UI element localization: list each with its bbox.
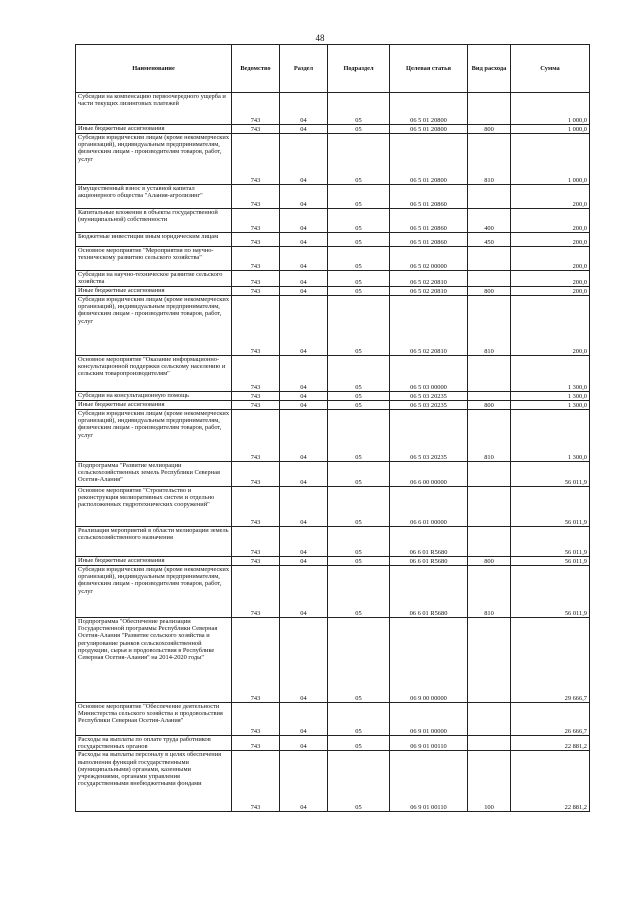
cell-expense-type [468,392,511,401]
cell-amount: 200,0 [511,247,590,271]
cell-subsection: 05 [328,401,390,410]
cell-section: 04 [280,401,328,410]
cell-expense-type: 810 [468,410,511,462]
cell-target: 06 9 01 00000 [390,703,468,736]
cell-subsection: 05 [328,557,390,566]
cell-expense-type: 810 [468,296,511,356]
cell-expense-type [468,271,511,287]
cell-target: 06 5 01 20800 [390,134,468,185]
cell-section: 04 [280,247,328,271]
cell-subsection: 05 [328,271,390,287]
budget-table [75,44,590,812]
table-row [76,185,590,209]
cell-subsection: 05 [328,134,390,185]
cell-subsection: 05 [328,209,390,233]
cell-ministry: 743 [232,296,280,356]
cell-target: 06 5 03 00000 [390,356,468,392]
table-row [76,557,590,566]
cell-ministry: 743 [232,462,280,487]
cell-subsection: 05 [328,93,390,125]
cell-name: Субсидии на консультационную помощь [76,392,232,401]
cell-name: Иные бюджетные ассигнования [76,287,232,296]
cell-section: 04 [280,185,328,209]
cell-expense-type [468,618,511,703]
cell-section: 04 [280,487,328,527]
cell-target: 06 5 01 20860 [390,233,468,247]
cell-expense-type [468,736,511,751]
cell-subsection: 05 [328,410,390,462]
cell-subsection: 05 [328,233,390,247]
cell-section: 04 [280,287,328,296]
cell-amount: 1 300,0 [511,401,590,410]
cell-amount: 200,0 [511,233,590,247]
cell-amount: 200,0 [511,271,590,287]
cell-section: 04 [280,618,328,703]
header-name: Наименование [76,45,232,93]
cell-expense-type: 800 [468,401,511,410]
table-row [76,751,590,812]
table-row [76,703,590,736]
cell-ministry: 743 [232,247,280,271]
table-row [76,462,590,487]
cell-ministry: 743 [232,271,280,287]
cell-expense-type [468,527,511,557]
cell-name: Субсидии юридическим лицам (кроме некоммерческих организаций), индивидуальным предпринимателям, физическим лицам - производителям товаров, работ, услуг [76,296,232,356]
header-amount: Сумма [511,45,590,93]
cell-amount: 1 300,0 [511,356,590,392]
cell-expense-type: 810 [468,566,511,618]
cell-target: 06 5 01 20800 [390,93,468,125]
cell-expense-type: 100 [468,751,511,812]
table-row [76,527,590,557]
table-row [76,271,590,287]
cell-subsection: 05 [328,296,390,356]
cell-expense-type: 800 [468,287,511,296]
cell-ministry: 743 [232,751,280,812]
cell-target: 06 5 03 20235 [390,401,468,410]
cell-ministry: 743 [232,356,280,392]
cell-section: 04 [280,410,328,462]
cell-ministry: 743 [232,557,280,566]
cell-subsection: 05 [328,751,390,812]
page-number: 48 [315,33,325,43]
cell-expense-type: 800 [468,125,511,134]
cell-section: 04 [280,736,328,751]
cell-subsection: 05 [328,125,390,134]
header-target: Целевая статья [390,45,468,93]
cell-target: 06 6 01 R5680 [390,527,468,557]
cell-expense-type [468,185,511,209]
cell-name: Расходы на выплаты по оплате труда работников государственных органов [76,736,232,751]
cell-expense-type [468,247,511,271]
cell-subsection: 05 [328,185,390,209]
table-row [76,247,590,271]
header-subsection: Подраздел [328,45,390,93]
cell-subsection: 05 [328,736,390,751]
table-row [76,736,590,751]
cell-expense-type: 450 [468,233,511,247]
cell-name: Имущественный взнос в уставной капитал акционерного общества "Алания-агролизинг" [76,185,232,209]
cell-subsection: 05 [328,487,390,527]
cell-section: 04 [280,557,328,566]
table-row [76,410,590,462]
cell-target: 06 6 01 R5680 [390,557,468,566]
cell-ministry: 743 [232,134,280,185]
cell-section: 04 [280,566,328,618]
cell-amount: 22 881,2 [511,751,590,812]
table-row [76,134,590,185]
cell-ministry: 743 [232,287,280,296]
cell-target: 06 9 01 00110 [390,751,468,812]
cell-name: Субсидии на научно-техническое развитие сельского хозяйства [76,271,232,287]
cell-target: 06 5 02 00000 [390,247,468,271]
cell-name: Реализация мероприятий в области мелиорации земель сельскохозяйственного назначения [76,527,232,557]
cell-target: 06 9 01 00110 [390,736,468,751]
cell-expense-type [468,703,511,736]
cell-subsection: 05 [328,462,390,487]
cell-section: 04 [280,271,328,287]
cell-ministry: 743 [232,487,280,527]
cell-subsection: 05 [328,527,390,557]
cell-target: 06 5 01 20800 [390,125,468,134]
cell-ministry: 743 [232,233,280,247]
cell-expense-type [468,93,511,125]
cell-amount: 26 666,7 [511,703,590,736]
cell-target: 06 5 03 20235 [390,392,468,401]
cell-expense-type [468,462,511,487]
table-row [76,392,590,401]
cell-section: 04 [280,209,328,233]
cell-ministry: 743 [232,401,280,410]
cell-amount: 200,0 [511,209,590,233]
cell-ministry: 743 [232,125,280,134]
cell-expense-type: 800 [468,557,511,566]
cell-section: 04 [280,233,328,247]
cell-subsection: 05 [328,566,390,618]
cell-name: Субсидии юридическим лицам (кроме некоммерческих организаций), индивидуальным предпринимателям, физическим лицам - производителям товаров, работ, услуг [76,566,232,618]
cell-subsection: 05 [328,618,390,703]
cell-section: 04 [280,134,328,185]
cell-amount: 56 011,9 [511,527,590,557]
cell-amount: 200,0 [511,185,590,209]
cell-name: Иные бюджетные ассигнования [76,401,232,410]
cell-amount: 1 300,0 [511,410,590,462]
header-expense-type: Вид расхода [468,45,511,93]
cell-amount: 56 011,9 [511,487,590,527]
cell-section: 04 [280,527,328,557]
table-row [76,401,590,410]
cell-target: 06 5 01 20860 [390,209,468,233]
cell-section: 04 [280,703,328,736]
table-row [76,209,590,233]
cell-section: 04 [280,392,328,401]
cell-ministry: 743 [232,93,280,125]
cell-amount: 1 000,0 [511,125,590,134]
table-row [76,356,590,392]
cell-name: Субсидии юридическим лицам (кроме некоммерческих организаций), индивидуальным предпринимателям, физическим лицам - производителям товаров, работ, услуг [76,410,232,462]
cell-name: Субсидии юридическим лицам (кроме некоммерческих организаций), индивидуальным предпринимателям, физическим лицам - производителям товаров, работ, услуг [76,134,232,185]
cell-section: 04 [280,125,328,134]
cell-target: 06 5 02 20810 [390,296,468,356]
cell-target: 06 5 01 20860 [390,185,468,209]
table-header-row [76,45,590,93]
cell-subsection: 05 [328,703,390,736]
table-row [76,125,590,134]
cell-name: Капитальные вложения в объекты государственной (муниципальной) собственности [76,209,232,233]
cell-name: Основное мероприятие "Обеспечение деятельности Министерства сельского хозяйства и продовольствия Республики Северная Осетия-Алания" [76,703,232,736]
cell-amount: 1 000,0 [511,134,590,185]
cell-ministry: 743 [232,392,280,401]
cell-amount: 1 300,0 [511,392,590,401]
cell-target: 06 6 00 00000 [390,462,468,487]
cell-subsection: 05 [328,247,390,271]
cell-expense-type: 810 [468,134,511,185]
cell-ministry: 743 [232,618,280,703]
table-row [76,296,590,356]
cell-amount: 22 881,2 [511,736,590,751]
cell-target: 06 5 02 20810 [390,271,468,287]
cell-target: 06 6 01 00000 [390,487,468,527]
cell-amount: 56 011,9 [511,557,590,566]
header-section: Раздел [280,45,328,93]
table-row [76,93,590,125]
cell-name: Основное мероприятие "Мероприятия по научно-техническому развитию сельского хозяйства" [76,247,232,271]
cell-subsection: 05 [328,356,390,392]
cell-name: Бюджетные инвестиции иным юридическим лицам [76,233,232,247]
cell-name: Основное мероприятие "Строительство и реконструкция мелиоративных систем и отдельно расположенных гидротехнических сооружений" [76,487,232,527]
cell-name: Основное мероприятие "Оказание информационно-консультационной поддержки сельскому населению и сельским товаропроизводителям" [76,356,232,392]
cell-name: Иные бюджетные ассигнования [76,557,232,566]
table-row [76,566,590,618]
cell-amount: 56 011,9 [511,462,590,487]
table-row [76,618,590,703]
cell-subsection: 05 [328,392,390,401]
cell-expense-type [468,356,511,392]
cell-expense-type [468,487,511,527]
cell-ministry: 743 [232,410,280,462]
cell-section: 04 [280,93,328,125]
table-row [76,487,590,527]
cell-ministry: 743 [232,703,280,736]
cell-target: 06 6 01 R5680 [390,566,468,618]
cell-section: 04 [280,751,328,812]
cell-ministry: 743 [232,566,280,618]
cell-section: 04 [280,462,328,487]
cell-ministry: 743 [232,736,280,751]
cell-ministry: 743 [232,209,280,233]
cell-section: 04 [280,296,328,356]
cell-expense-type: 400 [468,209,511,233]
cell-name: Субсидии на компенсацию первоочередного ущерба и части текущих лизинговых платежей [76,93,232,125]
cell-target: 06 9 00 00000 [390,618,468,703]
cell-amount: 200,0 [511,287,590,296]
table-row [76,287,590,296]
table-row [76,233,590,247]
cell-section: 04 [280,356,328,392]
cell-target: 06 5 02 20810 [390,287,468,296]
cell-amount: 56 011,9 [511,566,590,618]
cell-name: Подпрограмма "Обеспечение реализации Государственной программы Республики Северная Осетия-Алания "Развитие сельского хозяйства и регулирование рынков сельскохозяйственной продукции, сырья и продовольствия в Республике Северная Осетия-Алания" на 2014-2020 годы" [76,618,232,703]
cell-ministry: 743 [232,185,280,209]
cell-amount: 1 000,0 [511,93,590,125]
cell-subsection: 05 [328,287,390,296]
cell-name: Расходы на выплаты персоналу в целях обеспечения выполнения функций государственными (муниципальными) органами, казенными учреждениями, органами управления государственными внебюджетными фондами [76,751,232,812]
cell-target: 06 5 03 20235 [390,410,468,462]
cell-name: Подпрограмма "Развитие мелиорации сельскохозяйственных земель Республики Северная Осетия-Алания" [76,462,232,487]
cell-amount: 29 666,7 [511,618,590,703]
cell-amount: 200,0 [511,296,590,356]
cell-ministry: 743 [232,527,280,557]
header-ministry: Ведомство [232,45,280,93]
cell-name: Иные бюджетные ассигнования [76,125,232,134]
